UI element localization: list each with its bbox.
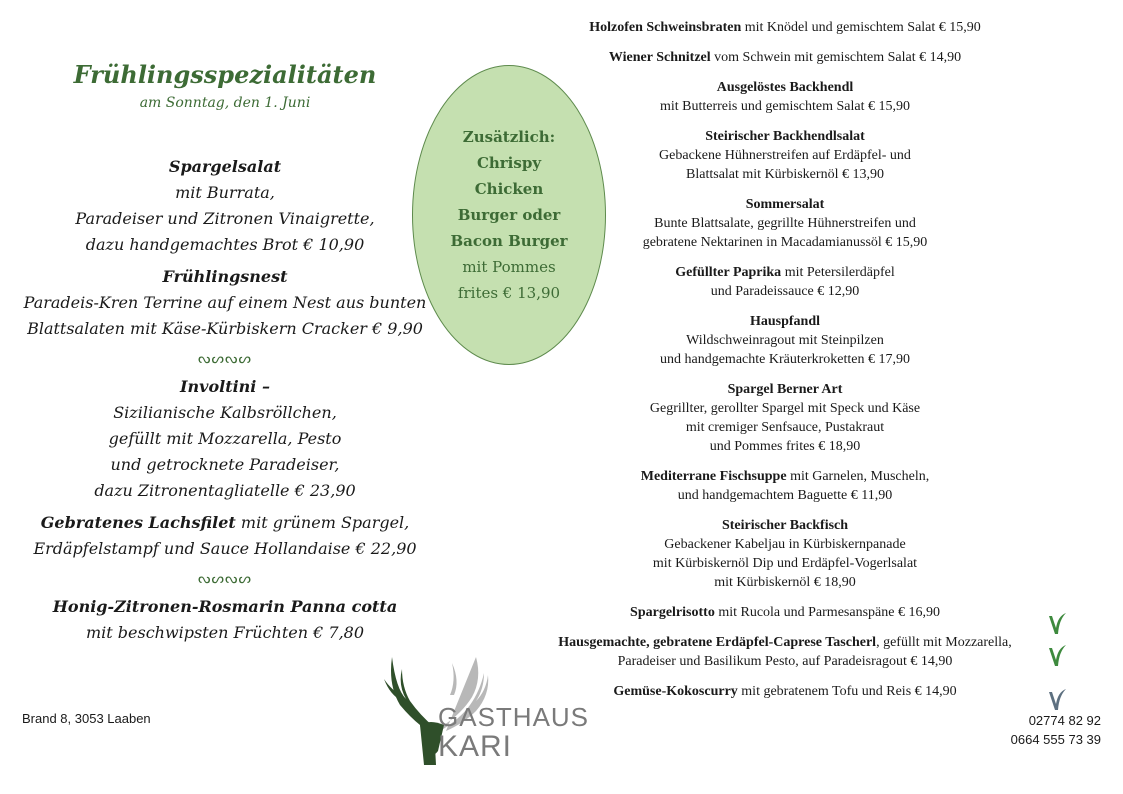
menu-item-desc: und Paradeissauce € 12,90: [710, 284, 860, 299]
dish-line-rest: mit grünem Spargel,: [235, 513, 410, 532]
vegetarian-icon: [1046, 610, 1068, 636]
menu-item-name: Steirischer Backhendlsalat: [705, 129, 865, 144]
phone-mobile: 0664 555 73 39: [1010, 732, 1101, 747]
menu-item-name: Holzofen Schweinsbraten: [589, 20, 742, 35]
dish-line: mit Burrata,: [175, 183, 275, 202]
menu-item: [530, 516, 1040, 592]
menu-item-name: Hauspfandl: [749, 314, 821, 329]
menu-item: [530, 48, 1040, 67]
menu-item: [530, 467, 1040, 505]
menu-item-desc: mit Kürbiskernöl Dip und Erdäpfel-Vogerlsalat: [652, 556, 918, 571]
dish-line: dazu handgemachtes Brot € 10,90: [85, 235, 365, 254]
menu-item-desc: mit Rucola und Parmesanspäne € 16,90: [714, 605, 940, 620]
menu-item-desc: , gefüllt mit Mozzarella,: [876, 635, 1012, 650]
dish-first-line: [20, 510, 430, 536]
oval-line: Burger oder: [457, 206, 561, 224]
menu-item-desc: mit cremiger Senfsauce, Pustakraut: [685, 420, 885, 435]
dish-name: Frühlingsnest: [162, 267, 288, 286]
oval-line: Chrispy: [476, 154, 542, 172]
menu-item-desc: Paradeiser und Basilikum Pesto, auf Paradeisragout € 14,90: [617, 654, 953, 669]
menu-item-desc: mit Butterreis und gemischtem Salat € 15,90: [659, 99, 911, 114]
dish-line: Erdäpfelstampf und Sauce Hollandaise € 22,90: [33, 539, 417, 558]
specials-column: [20, 58, 430, 652]
dish-name: Involtini –: [180, 377, 270, 396]
menu-item-name: Spargelrisotto: [630, 605, 715, 620]
dish-panna-cotta: [20, 594, 430, 646]
menu-item-desc: Bunte Blattsalate, gegrillte Hühnerstreifen und: [654, 216, 916, 231]
menu-item: [530, 603, 1040, 622]
menu-item: [530, 312, 1040, 369]
menu-item: [530, 682, 1040, 701]
dish-name: Honig-Zitronen-Rosmarin Panna cotta: [52, 597, 398, 616]
dish-line: mit beschwipsten Früchten € 7,80: [85, 623, 365, 642]
oval-line: Chicken: [474, 180, 544, 198]
menu-item: [530, 380, 1040, 456]
oval-line: mit Pommes: [462, 258, 556, 276]
menu-item-desc: Wildschweinragout mit Steinpilzen: [686, 333, 884, 348]
dish-line: und getrocknete Paradeiser,: [110, 455, 340, 474]
menu-item-name: Ausgelöstes Backhendl: [716, 80, 854, 95]
dish-line: Paradeis-Kren Terrine auf einem Nest aus bunten: [23, 293, 427, 312]
menu-item-name: Spargel Berner Art: [727, 382, 843, 397]
menu-item: [530, 195, 1040, 252]
dish-line: Sizilianische Kalbsröllchen,: [113, 403, 337, 422]
menu-item-desc: Gebackener Kabeljau in Kürbiskernpanade: [664, 537, 906, 552]
logo-text-kari: KARI: [438, 730, 513, 763]
dish-involtini: [20, 374, 430, 504]
address: Brand 8, 3053 Laaben: [22, 711, 151, 726]
menu-item-name: Sommersalat: [745, 197, 825, 212]
menu-item-desc: mit gebratenem Tofu und Reis € 14,90: [737, 684, 957, 699]
ornament-divider: ᔓᔕᔓᔕ: [198, 571, 252, 587]
dish-name: Gebratenes Lachsfilet: [40, 513, 236, 532]
oval-line: frites € 13,90: [457, 284, 561, 302]
menu-item-desc: mit Petersilerdäpfel: [781, 265, 895, 280]
specials-title: Frühlingsspezialitäten: [73, 60, 377, 89]
dish-line: Paradeiser und Zitronen Vinaigrette,: [75, 209, 375, 228]
dish-line: Blattsalaten mit Käse-Kürbiskern Cracker € 9,90: [27, 319, 423, 338]
logo-text-gasthaus: GASTHAUS: [438, 702, 590, 732]
menu-item-name: Gemüse-Kokoscurry: [613, 684, 738, 699]
menu-item-desc: und handgemachtem Baguette € 11,90: [677, 488, 893, 503]
menu-item-name: Hausgemachte, gebratene Erdäpfel-Caprese Tascherl: [558, 635, 877, 650]
dish-name: Spargelsalat: [168, 157, 282, 176]
dish-line: dazu Zitronentagliatelle € 23,90: [94, 481, 356, 500]
menu-item-desc: Gebackene Hühnerstreifen auf Erdäpfel- und: [659, 148, 911, 163]
menu-item-desc: Blattsalat mit Kürbiskernöl € 13,90: [686, 167, 884, 182]
dish-lachsfilet: [20, 510, 430, 562]
phone-numbers: [1011, 711, 1101, 749]
menu-item: [530, 263, 1040, 301]
ornament-divider: ᔓᔕᔓᔕ: [198, 351, 252, 367]
menu-item-desc: Gegrillter, gerollter Spargel mit Speck und Käse: [649, 401, 921, 416]
oval-line: Bacon Burger: [450, 232, 568, 250]
menu-item-desc: mit Garnelen, Muscheln,: [786, 469, 930, 484]
vegetarian-icon: [1046, 642, 1068, 668]
menu-item: [530, 633, 1040, 671]
oval-line: Zusätzlich:: [462, 128, 556, 146]
menu-item-desc: mit Kürbiskernöl € 18,90: [714, 575, 856, 590]
specials-date: am Sonntag, den 1. Juni: [139, 95, 311, 111]
menu-item-desc: gebratene Nektarinen in Macadamianussöl € 15,90: [642, 235, 928, 250]
menu-item: [530, 78, 1040, 116]
phone-landline: 02774 82 92: [1028, 713, 1101, 728]
menu-item-name: Mediterrane Fischsuppe: [640, 469, 787, 484]
menu-item-desc: und handgemachte Kräuterkroketten € 17,90: [660, 352, 910, 367]
main-menu-column: [530, 18, 1040, 712]
vegan-icon: [1046, 686, 1068, 712]
dish-spargelsalat: [20, 154, 430, 258]
menu-item-desc: mit Knödel und gemischtem Salat € 15,90: [741, 20, 981, 35]
dish-fruehlingsnest: [20, 264, 430, 342]
menu-item-name: Wiener Schnitzel: [608, 50, 711, 65]
dish-line: gefüllt mit Mozzarella, Pesto: [108, 429, 342, 448]
menu-item-desc: und Pommes frites € 18,90: [709, 439, 861, 454]
menu-item: [530, 18, 1040, 37]
menu-item: [530, 127, 1040, 184]
menu-item-name: Steirischer Backfisch: [721, 518, 849, 533]
menu-item-desc: vom Schwein mit gemischtem Salat € 14,90: [710, 50, 962, 65]
menu-item-name: Gefüllter Paprika: [675, 265, 782, 280]
